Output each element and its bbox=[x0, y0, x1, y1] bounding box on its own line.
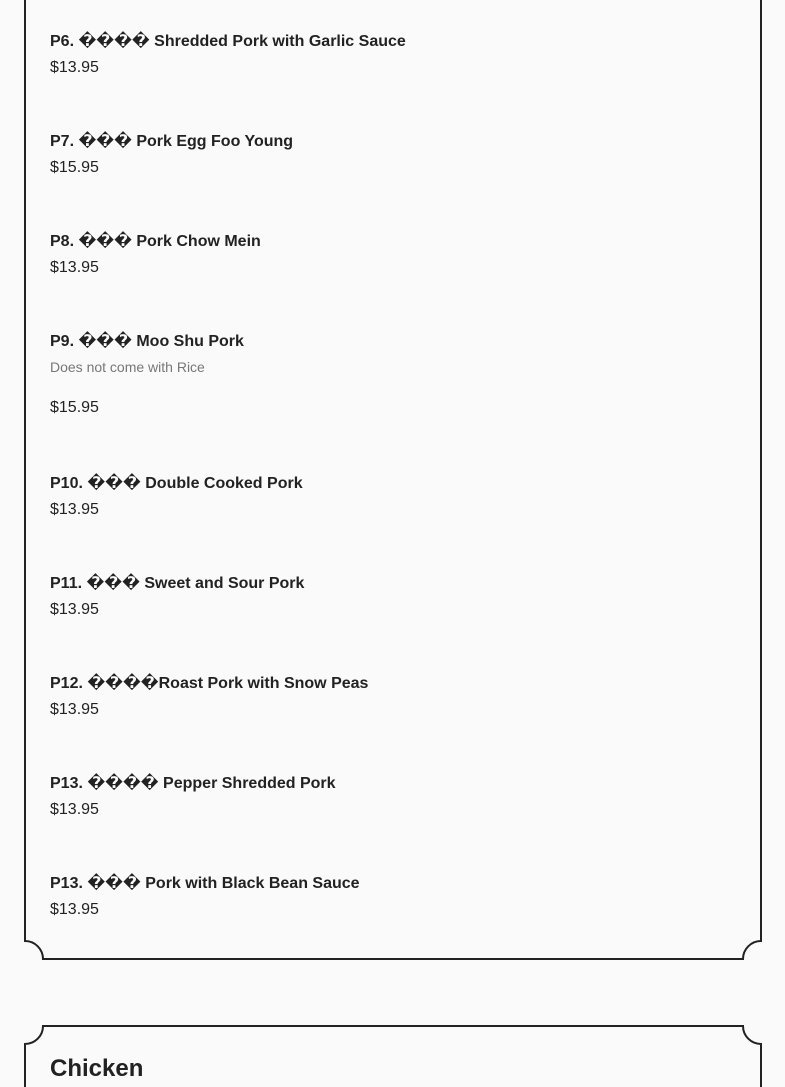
menu-item[interactable] bbox=[50, 132, 730, 178]
menu-item[interactable] bbox=[50, 474, 730, 520]
item-name: P8. ��� Pork Chow Mein bbox=[50, 233, 261, 250]
item-name: P7. ��� Pork Egg Foo Young bbox=[50, 133, 294, 150]
item-name: P12. ����Roast Pork with Snow Peas bbox=[50, 675, 369, 692]
item-price: $13.95 bbox=[50, 501, 99, 518]
item-price: $13.95 bbox=[50, 901, 99, 918]
menu-item[interactable] bbox=[50, 332, 730, 418]
item-price: $13.95 bbox=[50, 601, 99, 618]
menu-item[interactable] bbox=[50, 874, 730, 920]
item-name: P13. ��� Pork with Black Bean Sauce bbox=[50, 875, 360, 892]
item-price: $13.95 bbox=[50, 701, 99, 718]
menu-item[interactable] bbox=[50, 232, 730, 278]
section-title-chicken: Chicken bbox=[50, 1055, 144, 1082]
item-price: $13.95 bbox=[50, 259, 99, 276]
menu-item[interactable] bbox=[50, 774, 730, 820]
item-name: P10. ��� Double Cooked Pork bbox=[50, 475, 303, 492]
item-price: $13.95 bbox=[50, 59, 99, 76]
item-price: $15.95 bbox=[50, 159, 99, 176]
item-name: P11. ��� Sweet and Sour Pork bbox=[50, 575, 305, 592]
menu-item[interactable] bbox=[50, 674, 730, 720]
item-name: P9. ��� Moo Shu Pork bbox=[50, 333, 244, 350]
menu-item[interactable] bbox=[50, 574, 730, 620]
menu-item[interactable] bbox=[50, 32, 730, 78]
item-price: $13.95 bbox=[50, 801, 99, 818]
item-name: P13. ���� Pepper Shredded Pork bbox=[50, 775, 336, 792]
item-name: P6. ���� Shredded Pork with Garlic Sauce bbox=[50, 33, 406, 50]
item-price: $15.95 bbox=[50, 399, 99, 416]
item-note: Does not come with Rice bbox=[50, 359, 205, 375]
